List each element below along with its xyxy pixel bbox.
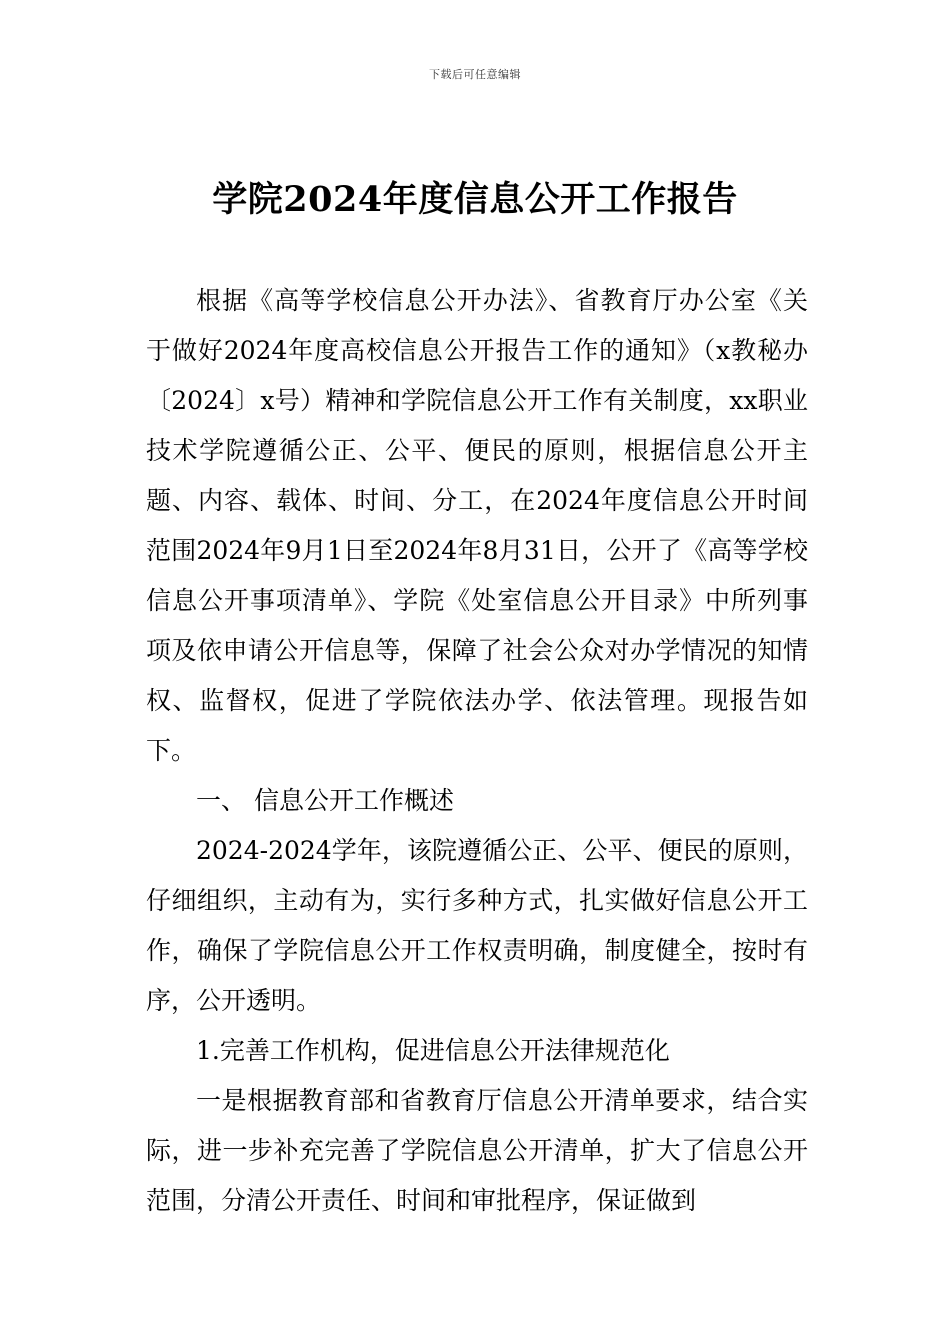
section-heading-overview: 一、 信息公开工作概述 [196, 786, 454, 815]
paragraph-overview: 2024-2024学年，该院遵循公正、公平、便民的原则，仔细组织，主动有为，实行多种方式，扎实做好信息公开工作，确保了学院信息公开工作权责明确，制度健全，按时有序，公开透明。 [146, 836, 808, 1015]
document-title: 学院2024年度信息公开工作报告 [212, 179, 738, 220]
document-body [146, 276, 808, 1226]
paragraph-subsection-1: 一是根据教育部和省教育厅信息公开清单要求，结合实际，进一步补充完善了学院信息公开清单，扩大了信息公开范围，分清公开责任、时间和审批程序，保证做到 [146, 1086, 808, 1215]
paragraph-intro: 根据《高等学校信息公开办法》、省教育厅办公室《关于做好2024年度高校信息公开报告工作的通知》（x教秘办〔2024〕x号）精神和学院信息公开工作有关制度，xx职业技术学院遵循公正、公平、便民的原则，根据信息公开主题、内容、载体、时间、分工，在2024年度信息公开时间范围2024年9月1日至2024年8月31日，公开了《高等学校信息公开事项清单》、学院《处室信息公开目录》中所列事项及依申请公开信息等，保障了社会公众对办学情况的知情权、监督权，促进了学院依法办学、依法管理。现报告如下。 [146, 286, 808, 765]
header-note: 下载后可任意编辑 [429, 68, 521, 81]
subsection-heading-1: 1.完善工作机构，促进信息公开法律规范化 [196, 1036, 670, 1065]
